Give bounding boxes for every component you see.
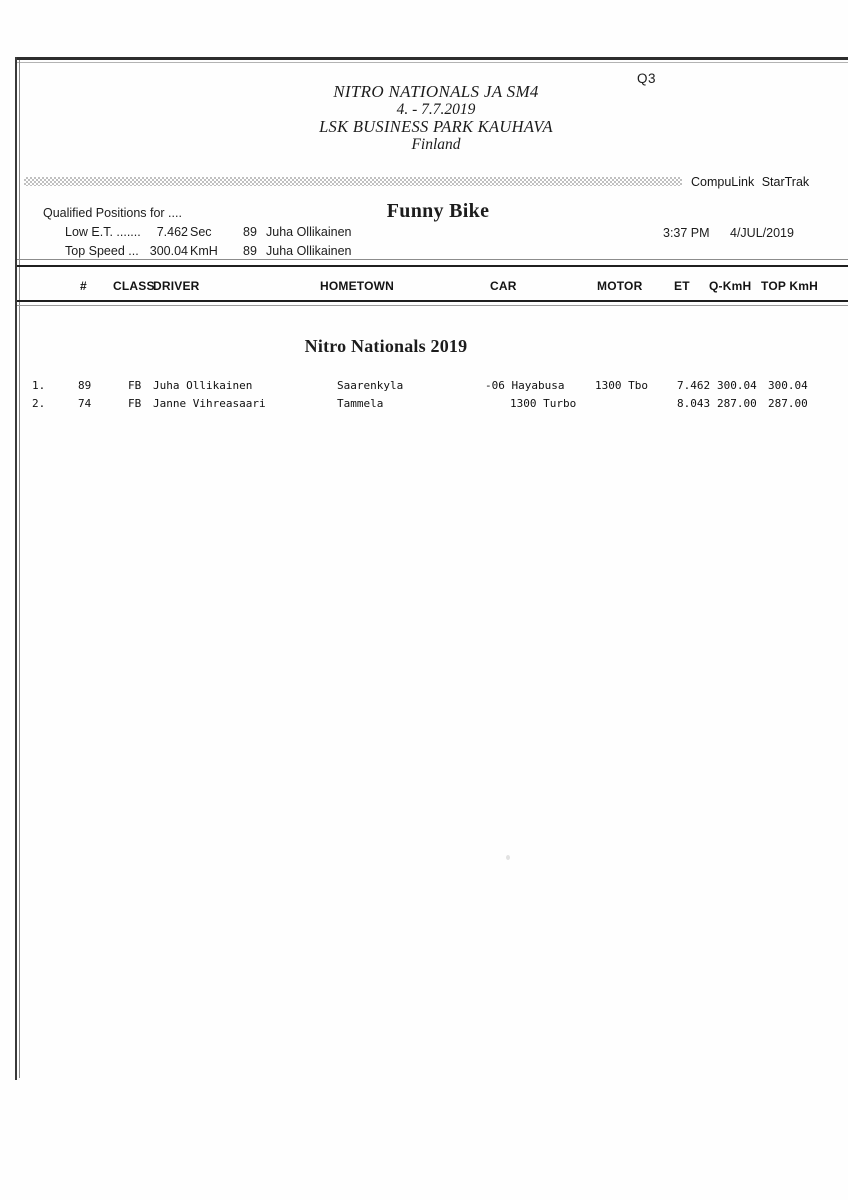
round-label: Q3	[637, 71, 657, 86]
cell-q-kmh: 300.04	[717, 379, 757, 392]
top-speed-bike-number: 89	[243, 244, 257, 258]
event-dates: 4. - 7.7.2019	[396, 100, 476, 118]
column-header-et: ET	[674, 279, 690, 293]
print-time: 3:37 PM	[663, 226, 710, 240]
cell-bike-number: 74	[78, 397, 92, 410]
print-date: 4/JUL/2019	[730, 226, 794, 240]
page-border-top-shadow	[15, 62, 848, 63]
cell-driver: Janne Vihreasaari	[153, 397, 266, 410]
header-rule-bottom	[17, 300, 848, 302]
column-header-motor: MOTOR	[597, 279, 643, 293]
low-et-driver: Juha Ollikainen	[266, 225, 352, 239]
event-country: Finland	[411, 135, 461, 153]
scan-speck	[506, 855, 510, 860]
cell-position: 2.	[32, 397, 46, 410]
top-speed-driver: Juha Ollikainen	[266, 244, 352, 258]
column-header-top-kmh: TOP KmH	[761, 279, 818, 293]
top-speed-label: Top Speed ...	[65, 244, 139, 258]
header-rule-top-thin	[17, 259, 848, 260]
column-header-driver: DRIVER	[153, 279, 200, 293]
cell-class: FB	[128, 397, 142, 410]
cell-top-kmh: 287.00	[768, 397, 808, 410]
cell-position: 1.	[32, 379, 46, 392]
cell-car: -06 Hayabusa	[485, 379, 565, 392]
cell-driver: Juha Ollikainen	[153, 379, 253, 392]
cell-et: 7.462	[677, 379, 711, 392]
page-border-top	[15, 57, 848, 60]
cell-bike-number: 89	[78, 379, 92, 392]
cell-top-kmh: 300.04	[768, 379, 808, 392]
top-speed-value: 300.04	[149, 244, 188, 258]
header-rule-bottom-thin	[17, 305, 848, 306]
top-speed-unit: KmH	[190, 244, 218, 258]
column-header-pos: #	[80, 279, 87, 293]
low-et-unit: Sec	[190, 225, 212, 239]
cell-motor: 1300 Tbo	[595, 379, 648, 392]
cell-hometown: Tammela	[337, 397, 384, 410]
cell-class: FB	[128, 379, 142, 392]
header-rule-top	[17, 265, 848, 267]
cell-hometown: Saarenkyla	[337, 379, 404, 392]
cell-q-kmh: 287.00	[717, 397, 757, 410]
halftone-divider	[24, 177, 682, 186]
column-header-class: CLASS	[113, 279, 155, 293]
column-header-car: CAR	[490, 279, 517, 293]
event-title: NITRO NATIONALS JA SM4	[333, 82, 539, 101]
result-row	[32, 379, 808, 394]
timing-system-brand: CompuLink StarTrak	[691, 175, 810, 189]
event-venue: LSK BUSINESS PARK KAUHAVA	[319, 117, 553, 136]
cell-car: 1300 Turbo	[510, 397, 577, 410]
column-header-q-kmh: Q-KmH	[709, 279, 752, 293]
section-title: Nitro Nationals 2019	[304, 336, 468, 356]
event-title-block	[319, 83, 553, 153]
class-name: Funny Bike	[386, 200, 490, 222]
low-et-value: 7.462	[156, 225, 188, 239]
qualified-positions-label: Qualified Positions for ....	[43, 206, 182, 220]
page-border-left-inner	[19, 60, 20, 1078]
result-row	[32, 397, 808, 412]
cell-et: 8.043	[677, 397, 711, 410]
column-header-hometown: HOMETOWN	[320, 279, 395, 293]
low-et-bike-number: 89	[243, 225, 257, 239]
page-border-left	[15, 57, 17, 1080]
low-et-label: Low E.T. .......	[65, 225, 141, 239]
